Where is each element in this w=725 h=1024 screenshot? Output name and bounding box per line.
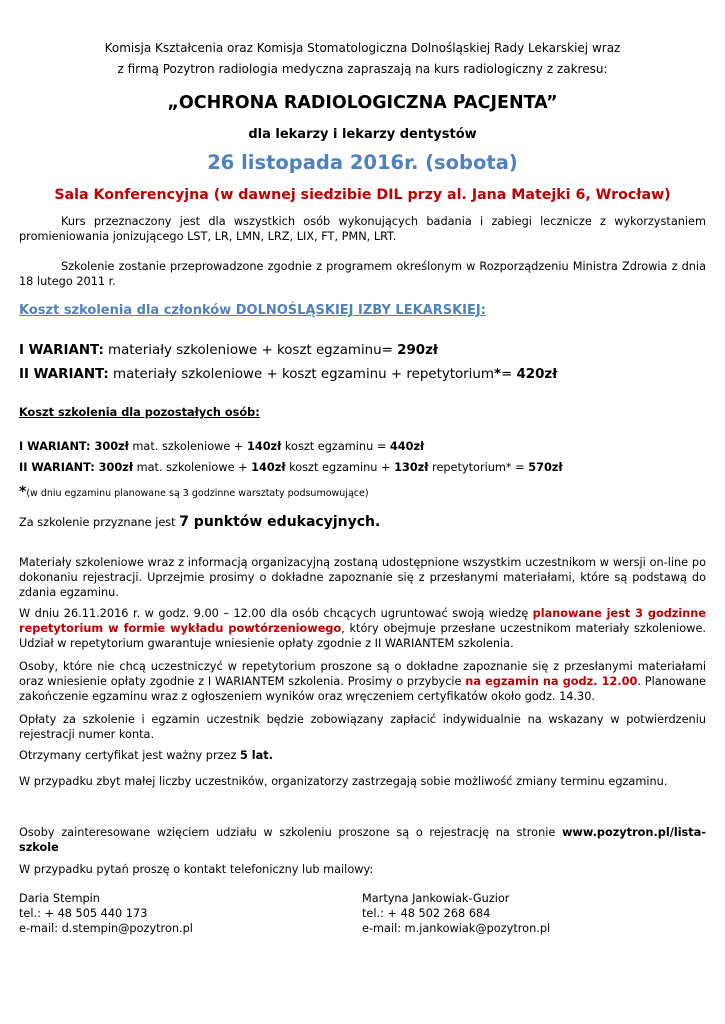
- variant-price: 420zł: [516, 367, 558, 382]
- contact-name: Martyna Jankowiak-Guzior: [362, 892, 510, 905]
- rep-highlight: planowane jest 3 godzinne repetytorium w formie wykładu powtórzeniowego: [19, 607, 706, 635]
- certificate-info: [19, 748, 706, 763]
- intro-line-1: Komisja Kształcenia oraz Komisja Stomatologiczna Dolnośląskiej Rady Lekarskiej wraz: [104, 41, 621, 55]
- variant-label: II WARIANT:: [19, 367, 109, 382]
- contact-person-1: [19, 891, 193, 936]
- exam-text: . Planowane zakończenie egzaminu wraz z ogłoszeniem wyników oraz wręczeniem certyfikatów około godz. 14.30.: [19, 675, 706, 703]
- others-pricing-heading: Koszt szkolenia dla pozostałych osób:: [19, 406, 260, 419]
- variant-text: koszt egzaminu +: [285, 461, 395, 474]
- payment-info: Opłaty za szkolenie i egzamin uczestnik będzie zobowiązany zapłacić indywidualnie na wskazany w potwierdzeniu rejestracji numer konta.: [19, 713, 706, 741]
- members-variant-2: [19, 367, 557, 382]
- variant-text: mat. szkoleniowe +: [133, 461, 252, 474]
- contact-phone[interactable]: tel.: + 48 502 268 684: [362, 907, 491, 920]
- variant-price: 290zł: [397, 343, 438, 358]
- contact-phone[interactable]: tel.: + 48 505 440 173: [19, 907, 148, 920]
- others-variant-2: [19, 461, 563, 474]
- intro-text: [30, 38, 695, 80]
- points-value: 7 punktów edukacyjnych.: [179, 514, 381, 530]
- course-date: 26 listopada 2016r. (sobota): [207, 151, 518, 174]
- registration-info: [19, 825, 706, 855]
- points-prefix: Za szkolenie przyznane jest: [19, 516, 180, 529]
- registration-link[interactable]: www.pozytron.pl/lista-szkole: [19, 826, 706, 854]
- variant-eq: =: [500, 367, 517, 382]
- variant-text: koszt egzaminu =: [281, 440, 390, 453]
- variant-total: 440zł: [389, 440, 425, 453]
- intro-line-2: z firmą Pozytron radiologia medyczna zapraszają na kurs radiologiczny z zakresu:: [117, 62, 608, 76]
- exam-highlight: na egzamin na godz. 12.00: [465, 675, 638, 688]
- rep-text: W dniu 26.11.2016 r. w godz. 9.00 – 12.00 dla osób chcących ugruntować swoją wiedzę: [19, 607, 533, 620]
- exam-text: Osoby, które nie chcą uczestniczyć w repetytorium proszone są o dokładne zapoznanie się z przesłanymi materiałami oraz wniesienie opłaty zgodnie z I WARIANTEM szkolenia. Prosimy o przybycie: [19, 660, 706, 688]
- course-title: „OCHRONA RADIOLOGICZNA PACJENTA”: [167, 93, 558, 113]
- register-text: Osoby zainteresowane wzięciem udziału w szkoleniu proszone są o rejestrację na stronie: [19, 826, 562, 839]
- program-info: Szkolenie zostanie przeprowadzone zgodnie z programem określonym w Rozporządzeniu Ministra Zdrowia z dnia 18 lutego 2011 r.: [19, 260, 706, 288]
- variant-star: *: [493, 367, 501, 382]
- course-subtitle: dla lekarzy i lekarzy dentystów: [248, 127, 477, 142]
- variant-text: materiały szkoleniowe + koszt egzaminu + repetytorium: [108, 367, 494, 382]
- rep-text: , który obejmuje przesłane uczestnikom materiały szkoleniowe. Udział w repetytorium gwarantuje wniesienie opłaty zgodnie z II WARIANTEM szkolenia.: [19, 622, 706, 650]
- education-points: [19, 514, 380, 530]
- contact-name: Daria Stempin: [19, 892, 100, 905]
- footnote: [19, 484, 369, 500]
- contact-email[interactable]: e-mail: m.jankowiak@pozytron.pl: [362, 922, 551, 935]
- others-variant-1: [19, 440, 424, 453]
- variant-total: 570zł: [528, 461, 563, 474]
- variant-text: materiały szkoleniowe + koszt egzaminu=: [103, 343, 398, 358]
- variant-label: I WARIANT: 300zł: [19, 440, 129, 453]
- variant-rep-price: 130zł: [394, 461, 429, 474]
- contact-person-2: [362, 891, 550, 936]
- footnote-text: (w dniu egzaminu planowane są 3 godzinne warsztaty podsumowujące): [26, 488, 369, 499]
- cert-text: Otrzymany certyfikat jest ważny przez: [19, 749, 241, 762]
- variant-text: repetytorium* =: [428, 461, 529, 474]
- variant-text: mat. szkoleniowe +: [128, 440, 247, 453]
- variant-label: I WARIANT:: [19, 343, 104, 358]
- variant-label: II WARIANT: 300zł: [19, 461, 134, 474]
- exam-info: [19, 659, 706, 704]
- cert-validity: 5 lat.: [240, 749, 273, 762]
- repetitorium-info: [19, 606, 706, 651]
- members-variant-1: [19, 343, 438, 358]
- members-pricing-heading: Koszt szkolenia dla członków DOLNOŚLĄSKIEJ IZBY LEKARSKIEJ:: [19, 303, 486, 318]
- variant-exam-price: 140zł: [251, 461, 286, 474]
- contact-intro: W przypadku pytań proszę o kontakt telefoniczny lub mailowy:: [19, 863, 374, 876]
- course-venue: Sala Konferencyjna (w dawnej siedzibie DIL przy al. Jana Matejki 6, Wrocław): [54, 187, 671, 203]
- footnote-star: *: [19, 484, 27, 500]
- materials-info: Materiały szkoleniowe wraz z informacją organizacyjną zostaną udostępnione wszystkim uczestnikom w wersji on-line po dokonaniu rejestracji. Uprzejmie prosimy o dokładne zapoznanie się z przesłanymi materiałami, które są podstawą do zdania egzaminu.: [19, 556, 706, 599]
- variant-exam-price: 140zł: [246, 440, 282, 453]
- contact-email[interactable]: e-mail: d.stempin@pozytron.pl: [19, 922, 193, 935]
- cancellation-info: W przypadku zbyt małej liczby uczestników, organizatorzy zastrzegają sobie możliwość zmiany terminu egzaminu.: [19, 775, 668, 788]
- course-description: Kurs przeznaczony jest dla wszystkich osób wykonujących badania i zabiegi lecznicze z wykorzystaniem promieniowania jonizującego LST, LR, LMN, LRZ, LIX, FT, PMN, LRT.: [19, 215, 706, 243]
